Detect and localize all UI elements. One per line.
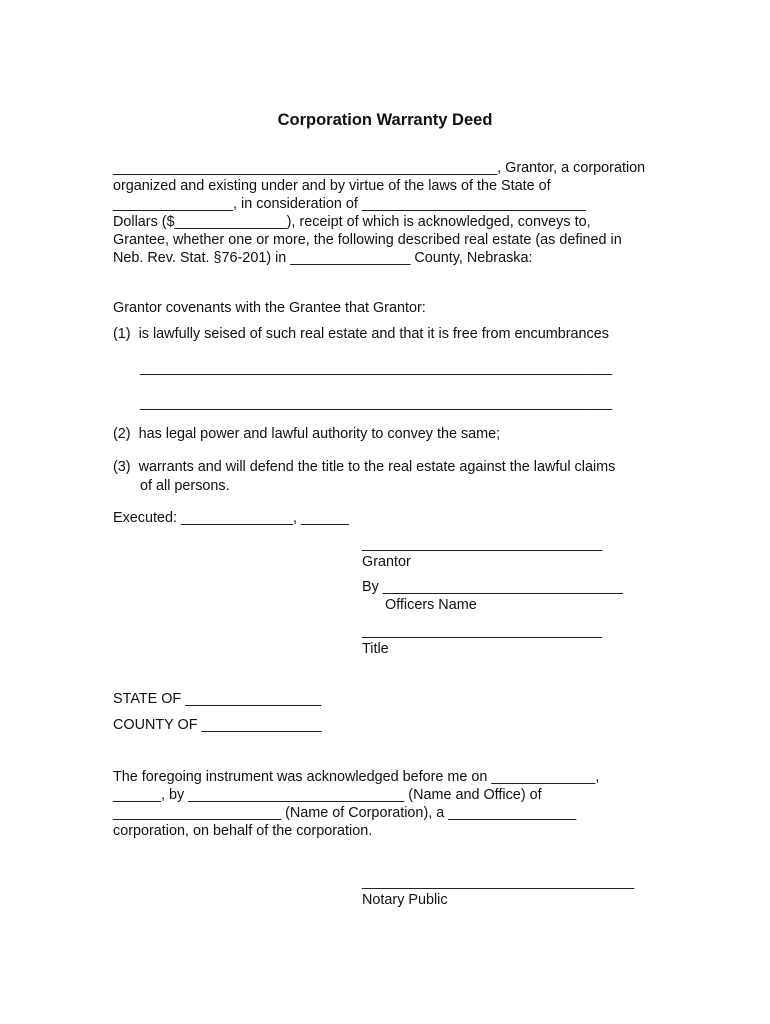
encumbrance-blank-line-2: ___________________________________________________________ <box>140 395 613 411</box>
by-line: By ______________________________ <box>362 579 623 595</box>
title-signature-line: ______________________________ <box>362 623 603 639</box>
covenants-heading: Grantor covenants with the Grantee that Grantor: <box>113 300 426 316</box>
county-of-line: COUNTY OF _______________ <box>113 717 322 733</box>
title-label: Title <box>362 641 389 657</box>
document-title: Corporation Warranty Deed <box>277 111 493 129</box>
officers-name-label: Officers Name <box>385 597 477 613</box>
acknowledgment-line-1: The foregoing instrument was acknowledged before me on _____________, <box>113 769 600 785</box>
intro-line-5: Grantee, whether one or more, the following described real estate (as defined in <box>113 232 622 248</box>
covenant-item-3-line-2: of all persons. <box>140 478 230 494</box>
intro-line-2: organized and existing under and by virtue of the laws of the State of <box>113 178 551 194</box>
acknowledgment-line-3: _____________________ (Name of Corporation), a ________________ <box>113 805 577 821</box>
grantor-label: Grantor <box>362 554 411 570</box>
intro-line-1: ________________________________________________, Grantor, a corporation <box>113 160 646 176</box>
covenant-item-2: (2) has legal power and lawful authority to convey the same; <box>113 426 501 442</box>
intro-line-3: _______________, in consideration of ____________________________ <box>113 196 586 212</box>
state-of-line: STATE OF _________________ <box>113 691 322 707</box>
intro-line-4: Dollars ($______________), receipt of which is acknowledged, conveys to, <box>113 214 591 230</box>
notary-signature-line: __________________________________ <box>362 874 635 890</box>
covenant-item-3-line-1: (3) warrants and will defend the title to the real estate against the lawful claims <box>113 459 616 475</box>
acknowledgment-line-2: ______, by ___________________________ (Name and Office) of <box>113 787 542 803</box>
encumbrance-blank-line-1: ___________________________________________________________ <box>140 360 613 376</box>
covenant-item-1: (1) is lawfully seised of such real estate and that it is free from encumbrances <box>113 326 609 342</box>
intro-line-6: Neb. Rev. Stat. §76-201) in _______________ County, Nebraska: <box>113 250 533 266</box>
grantor-signature-line: ______________________________ <box>362 536 603 552</box>
executed-line: Executed: ______________, ______ <box>113 510 350 526</box>
notary-public-label: Notary Public <box>362 892 448 908</box>
acknowledgment-line-4: corporation, on behalf of the corporation. <box>113 823 373 839</box>
